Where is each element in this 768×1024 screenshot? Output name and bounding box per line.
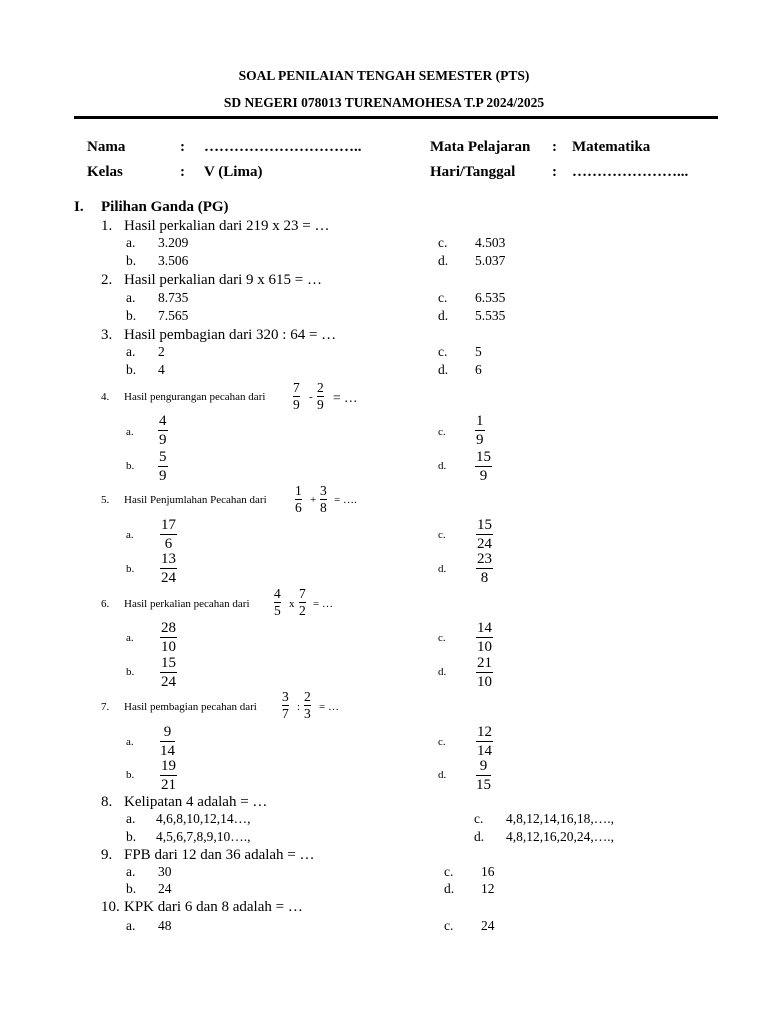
q4-a-num: 4 xyxy=(159,413,167,429)
q4-f1-den: 9 xyxy=(293,397,300,412)
q8-a-option[interactable]: 4,6,8,10,12,14…, xyxy=(156,811,251,826)
q7-fraction-2 xyxy=(304,690,311,721)
q8-b-option[interactable]: 4,5,6,7,8,9,10…., xyxy=(156,829,251,844)
q4-f2-num: 2 xyxy=(317,380,324,395)
q7-c-den: 14 xyxy=(477,743,492,759)
q9-d-letter: d. xyxy=(444,881,455,896)
q7-a-num: 9 xyxy=(163,724,172,740)
q4-c-num: 1 xyxy=(476,413,484,429)
q7-operator: : xyxy=(297,701,301,713)
mapel-value: Matematika xyxy=(572,139,651,155)
q3-b-option[interactable]: 4 xyxy=(158,362,165,377)
section-title: Pilihan Ganda (PG) xyxy=(101,199,229,215)
q5-b-den: 24 xyxy=(161,570,176,586)
q5-f1-num: 1 xyxy=(295,483,302,498)
q5-a-den: 6 xyxy=(164,536,173,552)
q5-f2-den: 8 xyxy=(320,500,327,515)
q7-a-option[interactable] xyxy=(160,724,175,759)
q7-number: 7. xyxy=(101,701,110,713)
q2-a-option[interactable]: 8.735 xyxy=(158,290,189,305)
q5-f1-den: 6 xyxy=(295,500,302,515)
q4-tail: = … xyxy=(333,390,358,405)
q2-a-letter: a. xyxy=(126,290,136,305)
q4-a-letter: a. xyxy=(126,426,134,438)
mapel-colon: : xyxy=(552,139,557,155)
q6-d-option[interactable] xyxy=(476,655,493,690)
q10-text: KPK dari 6 dan 8 adalah = … xyxy=(124,899,303,915)
hari-colon: : xyxy=(552,164,557,180)
nama-colon: : xyxy=(180,139,185,155)
q5-c-option[interactable] xyxy=(476,517,493,552)
q1-number: 1. xyxy=(101,218,113,234)
q9-text: FPB dari 12 dan 36 adalah = … xyxy=(124,847,315,863)
q9-d-option[interactable]: 12 xyxy=(481,881,495,896)
q6-fraction-2 xyxy=(299,587,306,618)
q6-f2-den: 2 xyxy=(299,603,306,618)
q5-b-num: 13 xyxy=(161,551,176,567)
q2-c-letter: c. xyxy=(438,290,448,305)
q4-b-option[interactable] xyxy=(158,449,168,484)
q7-tail: = … xyxy=(319,701,339,713)
q4-b-letter: b. xyxy=(126,460,135,472)
q4-operator: - xyxy=(309,391,313,403)
q2-number: 2. xyxy=(101,272,113,288)
q7-b-num: 19 xyxy=(161,758,176,774)
q1-b-letter: b. xyxy=(126,253,137,268)
q6-d-num: 21 xyxy=(477,655,492,671)
q10-a-letter: a. xyxy=(126,918,136,933)
q6-c-den: 10 xyxy=(477,639,492,655)
nama-field[interactable]: ………………………….. xyxy=(204,139,362,155)
q4-c-option[interactable] xyxy=(475,413,485,448)
q6-a-letter: a. xyxy=(126,632,134,644)
q8-c-option[interactable]: 4,8,12,14,16,18,…., xyxy=(506,811,614,826)
q2-b-option[interactable]: 7.565 xyxy=(158,308,189,323)
q2-b-letter: b. xyxy=(126,308,137,323)
q7-f2-den: 3 xyxy=(304,706,311,721)
q9-b-option[interactable]: 24 xyxy=(158,881,172,896)
q4-fraction-1 xyxy=(293,381,300,412)
q2-d-letter: d. xyxy=(438,308,449,323)
q10-a-option[interactable]: 48 xyxy=(158,918,172,933)
q5-number: 5. xyxy=(101,494,110,506)
q7-c-letter: c. xyxy=(438,736,446,748)
q7-d-option[interactable] xyxy=(476,758,491,793)
q4-d-den: 9 xyxy=(479,468,488,484)
q6-b-den: 24 xyxy=(161,674,176,690)
hari-field-end: . xyxy=(684,164,689,180)
q1-a-option[interactable]: 3.209 xyxy=(158,235,189,250)
school-name: SD NEGERI 078013 TURENAMOHESA T.P 2024/2025 xyxy=(223,95,545,110)
q7-b-option[interactable] xyxy=(160,758,177,793)
q5-d-option[interactable] xyxy=(476,551,493,586)
section-number: I. xyxy=(74,199,84,215)
q4-d-option[interactable] xyxy=(475,449,492,484)
q3-b-letter: b. xyxy=(126,362,137,377)
q6-tail: = … xyxy=(313,598,333,610)
q8-number: 8. xyxy=(101,794,113,810)
q6-fraction-1 xyxy=(274,587,281,618)
q1-a-letter: a. xyxy=(126,235,136,250)
mapel-label: Mata Pelajaran xyxy=(430,139,531,155)
hari-label: Hari/Tanggal xyxy=(430,164,516,180)
q5-c-letter: c. xyxy=(438,529,446,541)
q7-d-letter: d. xyxy=(438,769,447,781)
q9-a-option[interactable]: 30 xyxy=(158,864,172,879)
q4-b-den: 9 xyxy=(159,468,167,484)
q3-a-letter: a. xyxy=(126,344,136,359)
q5-b-letter: b. xyxy=(126,563,135,575)
q6-a-option[interactable] xyxy=(160,620,177,655)
q5-f2-num: 3 xyxy=(320,483,327,498)
q6-f1-num: 4 xyxy=(274,586,281,601)
q8-text: Kelipatan 4 adalah = … xyxy=(124,794,268,810)
q7-fraction-1 xyxy=(282,690,289,721)
q3-d-letter: d. xyxy=(438,362,449,377)
q4-text: Hasil pengurangan pecahan dari xyxy=(124,391,266,403)
header-divider xyxy=(74,116,718,119)
q2-d-option[interactable]: 5.535 xyxy=(475,308,506,323)
q7-f2-num: 2 xyxy=(304,689,311,704)
q5-b-option[interactable] xyxy=(160,551,177,586)
q3-number: 3. xyxy=(101,327,113,343)
q9-a-letter: a. xyxy=(126,864,136,879)
nama-label: Nama xyxy=(87,139,126,155)
q6-c-option[interactable] xyxy=(476,620,493,655)
q3-c-option[interactable]: 5 xyxy=(475,344,482,359)
q4-c-letter: c. xyxy=(438,426,446,438)
q7-d-num: 9 xyxy=(479,758,488,774)
q5-a-letter: a. xyxy=(126,529,134,541)
q7-b-letter: b. xyxy=(126,769,135,781)
q6-c-letter: c. xyxy=(438,632,446,644)
q3-d-option[interactable]: 6 xyxy=(475,362,482,377)
q7-f1-num: 3 xyxy=(282,689,289,704)
q7-a-den: 14 xyxy=(160,743,175,759)
q2-text: Hasil perkalian dari 9 x 615 = … xyxy=(124,272,322,288)
q6-a-num: 28 xyxy=(161,620,176,636)
q1-b-option[interactable]: 3.506 xyxy=(158,253,189,268)
q1-c-letter: c. xyxy=(438,235,448,250)
q5-text: Hasil Penjumlahan Pecahan dari xyxy=(124,494,267,506)
q3-c-letter: c. xyxy=(438,344,448,359)
q6-b-num: 15 xyxy=(161,655,176,671)
q10-c-option[interactable]: 24 xyxy=(481,918,495,933)
kelas-value: V (Lima) xyxy=(204,164,263,180)
q5-tail: = …. xyxy=(334,494,357,506)
q8-d-letter: d. xyxy=(474,829,485,844)
q4-d-letter: d. xyxy=(438,460,447,472)
q1-d-letter: d. xyxy=(438,253,449,268)
q5-d-den: 8 xyxy=(480,570,489,586)
kelas-colon: : xyxy=(180,164,185,180)
q8-c-letter: c. xyxy=(474,811,484,826)
q7-d-den: 15 xyxy=(476,777,491,793)
q5-a-num: 17 xyxy=(161,517,176,533)
q6-operator: x xyxy=(289,598,295,610)
q7-c-option[interactable] xyxy=(476,724,493,759)
q7-f1-den: 7 xyxy=(282,706,289,721)
hari-field-dots: ………………….. xyxy=(572,164,685,180)
q4-number: 4. xyxy=(101,391,110,403)
q6-number: 6. xyxy=(101,598,110,610)
q5-fraction-2 xyxy=(320,484,327,515)
q3-text: Hasil pembagian dari 320 : 64 = … xyxy=(124,327,337,343)
q4-c-den: 9 xyxy=(476,432,484,448)
q10-number: 10. xyxy=(101,899,120,915)
q9-c-letter: c. xyxy=(444,864,454,879)
q10-c-letter: c. xyxy=(444,918,454,933)
q6-f1-den: 5 xyxy=(274,603,281,618)
q9-b-letter: b. xyxy=(126,881,137,896)
q1-text: Hasil perkalian dari 219 x 23 = … xyxy=(124,218,330,234)
q5-operator: + xyxy=(310,494,317,506)
q6-f2-num: 7 xyxy=(299,586,306,601)
exam-title: SOAL PENILAIAN TENGAH SEMESTER (PTS) xyxy=(238,68,530,83)
q9-c-option[interactable]: 16 xyxy=(481,864,495,879)
q6-text: Hasil perkalian pecahan dari xyxy=(124,598,250,610)
q4-a-den: 9 xyxy=(159,432,167,448)
q6-b-option[interactable] xyxy=(160,655,177,690)
q1-d-option[interactable]: 5.037 xyxy=(475,253,506,268)
q6-d-den: 10 xyxy=(477,674,492,690)
q6-c-num: 14 xyxy=(477,620,492,636)
q1-c-option[interactable]: 4.503 xyxy=(475,235,506,250)
q5-fraction-1 xyxy=(295,484,302,515)
q5-d-letter: d. xyxy=(438,563,447,575)
q9-number: 9. xyxy=(101,847,113,863)
q4-a-option[interactable] xyxy=(158,413,168,448)
q3-a-option[interactable]: 2 xyxy=(158,344,165,359)
q8-b-letter: b. xyxy=(126,829,137,844)
q5-a-option[interactable] xyxy=(160,517,177,552)
hari-field[interactable] xyxy=(572,164,688,181)
q5-c-num: 15 xyxy=(477,517,492,533)
q8-a-letter: a. xyxy=(126,811,136,826)
q6-a-den: 10 xyxy=(161,639,176,655)
q6-b-letter: b. xyxy=(126,666,135,678)
q5-d-num: 23 xyxy=(477,551,492,567)
q6-d-letter: d. xyxy=(438,666,447,678)
q7-b-den: 21 xyxy=(161,777,176,793)
q7-a-letter: a. xyxy=(126,736,134,748)
q4-f2-den: 9 xyxy=(317,397,324,412)
kelas-label: Kelas xyxy=(87,164,123,180)
q4-f1-num: 7 xyxy=(293,380,300,395)
q4-fraction-2 xyxy=(317,381,324,412)
q7-text: Hasil pembagian pecahan dari xyxy=(124,701,257,713)
q4-d-num: 15 xyxy=(476,449,491,465)
q7-c-num: 12 xyxy=(477,724,492,740)
q5-c-den: 24 xyxy=(477,536,492,552)
q8-d-option[interactable]: 4,8,12,16,20,24,…., xyxy=(506,829,614,844)
q2-c-option[interactable]: 6.535 xyxy=(475,290,506,305)
q4-b-num: 5 xyxy=(159,449,167,465)
